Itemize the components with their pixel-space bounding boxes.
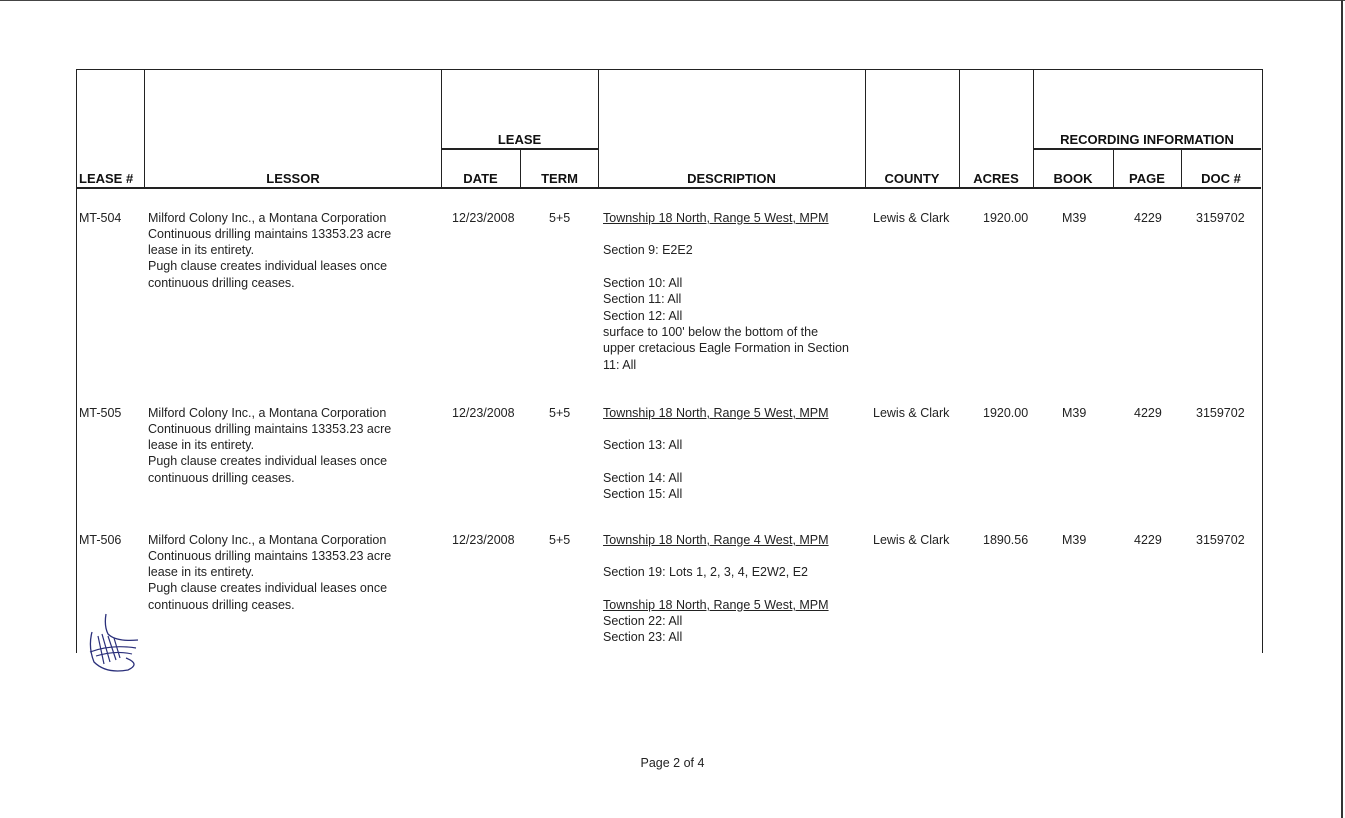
lessor-line: continuous drilling ceases.: [148, 276, 295, 290]
page-number: 4229: [1134, 211, 1162, 225]
lease-term: 5+5: [549, 211, 571, 225]
lessor-line: Milford Colony Inc., a Montana Corporation: [148, 406, 387, 420]
lease-date: 12/23/2008: [452, 406, 515, 420]
doc-number: 3159702: [1196, 533, 1245, 547]
scan-right-edge: [1341, 0, 1343, 818]
header-bottom-rule: [76, 187, 1261, 189]
lessor-line: Continuous drilling maintains 13353.23 acre: [148, 227, 392, 241]
header-page: PAGE: [1129, 171, 1165, 186]
county: Lewis & Clark: [873, 533, 950, 547]
lessor-line: Continuous drilling maintains 13353.23 acre: [148, 549, 392, 563]
handwritten-initials: [86, 612, 146, 674]
lease-number: MT-504: [79, 211, 122, 225]
section-line: Section 9: E2E2: [603, 243, 693, 257]
section-line: Section 14: All: [603, 471, 683, 485]
header-lease-group: LEASE: [497, 132, 542, 147]
lessor-line: Pugh clause creates individual leases once: [148, 259, 388, 273]
col-rule: [144, 69, 145, 187]
header-doc-number: DOC #: [1201, 171, 1241, 186]
lessor-line: continuous drilling ceases.: [148, 598, 295, 612]
col-rule: [865, 69, 866, 187]
lease-number: MT-505: [79, 406, 122, 420]
header-book: BOOK: [1053, 171, 1093, 186]
lessor-line: Pugh clause creates individual leases once: [148, 454, 388, 468]
col-rule: [441, 69, 442, 187]
header-description: DESCRIPTION: [687, 171, 776, 186]
lessor-line: lease in its entirety.: [148, 438, 255, 452]
acres: 1920.00: [983, 406, 1029, 420]
lease-date: 12/23/2008: [452, 533, 515, 547]
lease-date: 12/23/2008: [452, 211, 515, 225]
col-rule: [598, 69, 599, 187]
section-line: Section 10: All: [603, 276, 683, 290]
header-date: DATE: [463, 171, 498, 186]
section-line: surface to 100' below the bottom of the: [603, 325, 819, 339]
acres: 1890.56: [983, 533, 1029, 547]
header-lessor: LESSOR: [266, 171, 320, 186]
section-line: Section 23: All: [603, 630, 683, 644]
township-heading: Township 18 North, Range 5 West, MPM: [603, 406, 829, 420]
lease-number: MT-506: [79, 533, 122, 547]
county: Lewis & Clark: [873, 211, 950, 225]
lessor-line: lease in its entirety.: [148, 243, 255, 257]
lessor-line: Continuous drilling maintains 13353.23 acre: [148, 422, 392, 436]
header-divider-recording: [1033, 148, 1261, 150]
doc-number: 3159702: [1196, 406, 1245, 420]
scan-top-edge: [0, 0, 1345, 1]
lessor-line: Milford Colony Inc., a Montana Corporation: [148, 533, 387, 547]
section-line: Section 12: All: [603, 309, 683, 323]
header-recording-group: RECORDING INFORMATION: [1060, 132, 1234, 147]
col-rule: [959, 69, 960, 187]
col-rule: [1033, 69, 1034, 187]
page-number: 4229: [1134, 406, 1162, 420]
book: M39: [1062, 406, 1087, 420]
section-line: Section 19: Lots 1, 2, 3, 4, E2W2, E2: [603, 565, 808, 579]
section-line: Section 11: All: [603, 292, 682, 306]
page-footer: Page 2 of 4: [640, 756, 705, 770]
section-line: 11: All: [603, 358, 637, 372]
township-heading: Township 18 North, Range 5 West, MPM: [603, 598, 829, 612]
page-number: 4229: [1134, 533, 1162, 547]
county: Lewis & Clark: [873, 406, 950, 420]
book: M39: [1062, 211, 1087, 225]
section-line: Section 13: All: [603, 438, 683, 452]
section-line: Section 22: All: [603, 614, 683, 628]
header-county: COUNTY: [884, 171, 940, 186]
acres: 1920.00: [983, 211, 1029, 225]
header-term: TERM: [541, 171, 578, 186]
lessor-line: lease in its entirety.: [148, 565, 255, 579]
lessor-line: Milford Colony Inc., a Montana Corporation: [148, 211, 387, 225]
lessor-line: Pugh clause creates individual leases once: [148, 581, 388, 595]
lease-term: 5+5: [549, 533, 571, 547]
header-lease-number: LEASE #: [79, 171, 134, 186]
book: M39: [1062, 533, 1087, 547]
lease-term: 5+5: [549, 406, 571, 420]
header-acres: ACRES: [973, 171, 1019, 186]
township-heading: Township 18 North, Range 4 West, MPM: [603, 533, 829, 547]
section-line: Section 15: All: [603, 487, 683, 501]
section-line: upper cretacious Eagle Formation in Section: [603, 341, 849, 355]
lessor-line: continuous drilling ceases.: [148, 471, 295, 485]
doc-number: 3159702: [1196, 211, 1245, 225]
township-heading: Township 18 North, Range 5 West, MPM: [603, 211, 829, 225]
